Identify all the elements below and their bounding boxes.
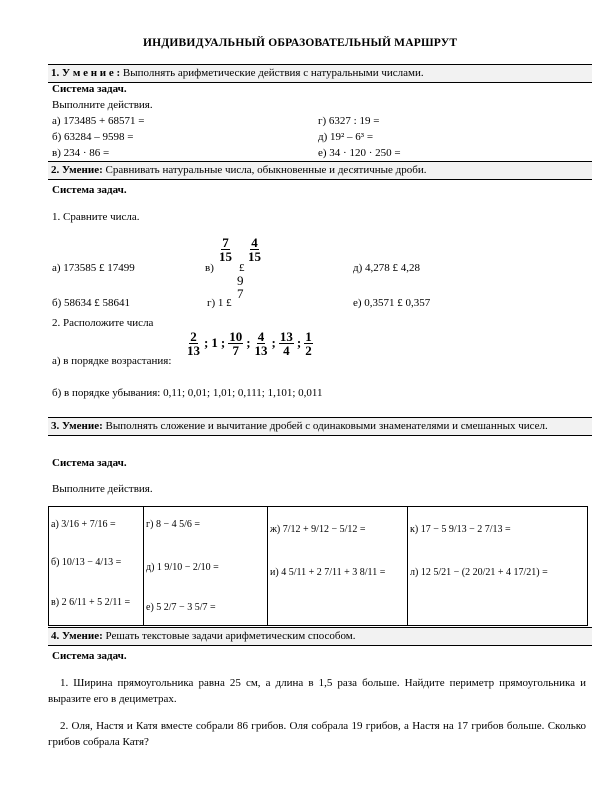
cell-expression: 12 5/21 − (2 20/21 + 4 17/21) =: [420, 567, 548, 578]
whole-number: 1: [211, 335, 218, 351]
table-cell-l: [410, 567, 548, 578]
table-cell-e: [146, 602, 216, 613]
cell-expression: 10/13 − 4/13 =: [61, 557, 122, 568]
section-2-text: Сравнивать натуральные числа, обыкновенные и десятичные дроби.: [102, 164, 427, 176]
s2-task-g-label: г) 1 £: [207, 297, 232, 309]
table-column-divider: [267, 507, 268, 625]
s2-system: Система задач.: [52, 184, 127, 196]
s2-task-a: а) 173585 £ 17499: [52, 262, 135, 274]
s2-question-1: 1. Сравните числа.: [52, 211, 140, 223]
fraction-denominator: 7: [237, 286, 244, 301]
fraction-numerator: 4: [257, 329, 265, 344]
cell-label: г): [146, 519, 154, 530]
s2-number-sequence: [186, 330, 313, 357]
s2-task-b: б) 58634 £ 58641: [52, 297, 131, 309]
s2-descending: б) в порядке убывания: 0,11; 0,01; 1,01; 0,111; 1,101; 0,011: [52, 387, 323, 399]
s3-instruction: Выполните действия.: [52, 483, 153, 495]
s4-problem-1: 1. Ширина прямоугольника равна 25 см, а длина в 1,5 раза больше. Найдите периметр прямоугольника и выразите его в дециметрах.: [48, 677, 586, 705]
cell-label: д): [146, 562, 155, 573]
cell-label: а): [51, 519, 59, 530]
s1-task-a: а) 173485 + 68571 =: [52, 115, 145, 127]
table-cell-v: [51, 597, 130, 608]
cell-expression: 3/16 + 7/16 =: [61, 519, 116, 530]
cell-label: и): [270, 567, 279, 578]
cell-expression: 17 − 5 9/13 − 2 7/13 =: [420, 524, 511, 535]
cell-expression: 2 6/11 + 5 2/11 =: [61, 597, 131, 608]
table-cell-i: [270, 567, 385, 578]
separator: ;: [296, 335, 302, 351]
table-column-divider: [143, 507, 144, 625]
section-1-header: [48, 64, 592, 83]
section-3-text: Выполнять сложение и вычитание дробей с одинаковыми знаменателями и смешанных чисел.: [102, 420, 548, 432]
s2-task-e: е) 0,3571 £ 0,357: [353, 297, 431, 309]
s2-task-v-symbol: £: [239, 262, 245, 274]
page-title: ИНДИВИДУАЛЬНЫЙ ОБРАЗОВАТЕЛЬНЫЙ МАРШРУТ: [143, 37, 458, 49]
section-1-text: Выполнять арифметические действия с натуральными числами.: [120, 67, 424, 79]
s2-task-d: д) 4,278 £ 4,28: [353, 262, 421, 274]
fraction-numerator: 1: [305, 329, 312, 344]
table-cell-k: [410, 524, 511, 535]
s2-task-v-label: в): [205, 262, 214, 274]
s1-task-e: е) 34 · 120 · 250 =: [318, 147, 401, 159]
section-4-header: [48, 627, 592, 646]
s4-problem-2: 2. Оля, Настя и Катя вместе собрали 86 грибов. Оля собрала 19 грибов, а Настя на 17 грибов больше. Сколько грибов собрала Катя?: [48, 720, 586, 748]
fraction-denominator: 13: [187, 343, 200, 358]
cell-label: л): [410, 567, 419, 578]
s1-task-b: б) 63284 – 9598 =: [52, 131, 134, 143]
fraction-numerator: 4: [251, 235, 258, 250]
cell-label: в): [51, 597, 60, 608]
s1-task-d: д) 19² – 6³ =: [318, 131, 374, 143]
s1-task-g: г) 6327 : 19 =: [318, 115, 380, 127]
s3-system: Система задач.: [52, 457, 127, 469]
section-3-label: 3. Умение:: [51, 420, 103, 432]
table-cell-g: [146, 519, 200, 530]
fraction-denominator: 7: [232, 343, 239, 358]
fraction-numerator: 9: [237, 273, 244, 288]
s2-question-2: 2. Расположите числа: [52, 317, 154, 329]
separator: ;: [246, 335, 251, 351]
cell-expression: 1 9/10 − 2/10 =: [156, 562, 219, 573]
separator: ;: [204, 335, 209, 351]
s1-instruction: Выполните действия.: [52, 99, 153, 111]
fraction-numerator: 10: [229, 329, 243, 344]
section-3-header: [48, 417, 592, 436]
s1-task-v: в) 234 · 86 =: [52, 147, 110, 159]
separator: ;: [220, 335, 226, 351]
fraction-denominator: 15: [219, 249, 232, 264]
cell-expression: 4 5/11 + 2 7/11 + 3 8/11 =: [281, 567, 386, 578]
fraction-denominator: 15: [248, 249, 261, 264]
fraction-denominator: 2: [305, 343, 312, 358]
cell-expression: 8 − 4 5/6 =: [155, 519, 200, 530]
table-cell-b: [51, 557, 121, 568]
fraction-denominator: 4: [283, 343, 290, 358]
cell-label: к): [410, 524, 419, 535]
fraction-numerator: 2: [190, 329, 197, 344]
cell-label: е): [146, 602, 154, 613]
table-column-divider: [407, 507, 408, 625]
s2-task-v-fraction-1: [218, 236, 233, 263]
table-cell-a: [51, 519, 116, 530]
cell-expression: 7/12 + 9/12 − 5/12 =: [282, 524, 366, 535]
cell-expression: 5 2/7 − 3 5/7 =: [156, 602, 216, 613]
fraction-numerator: 7: [222, 235, 229, 250]
section-1-label: 1. У м е н и е :: [51, 67, 121, 79]
s2-ascending-label: а) в порядке возрастания:: [52, 355, 172, 367]
fraction-denominator: 13: [254, 343, 268, 358]
table-cell-d: [146, 562, 219, 573]
s2-task-g-fraction: [236, 274, 245, 300]
fraction-numerator: 13: [279, 329, 293, 344]
cell-label: ж): [270, 524, 281, 535]
separator: ;: [271, 335, 276, 351]
s4-system: Система задач.: [52, 650, 127, 662]
exercise-table: [48, 506, 588, 626]
table-cell-zh: [270, 524, 366, 535]
section-4-text: Решать текстовые задачи арифметическим способом.: [102, 630, 356, 642]
cell-label: б): [51, 557, 60, 568]
s1-system: Система задач.: [52, 83, 127, 95]
section-2-label: 2. Умение:: [51, 164, 103, 176]
s2-task-v-fraction-2: [247, 236, 262, 263]
section-2-header: [48, 161, 592, 180]
section-4-label: 4. Умение:: [51, 630, 103, 642]
